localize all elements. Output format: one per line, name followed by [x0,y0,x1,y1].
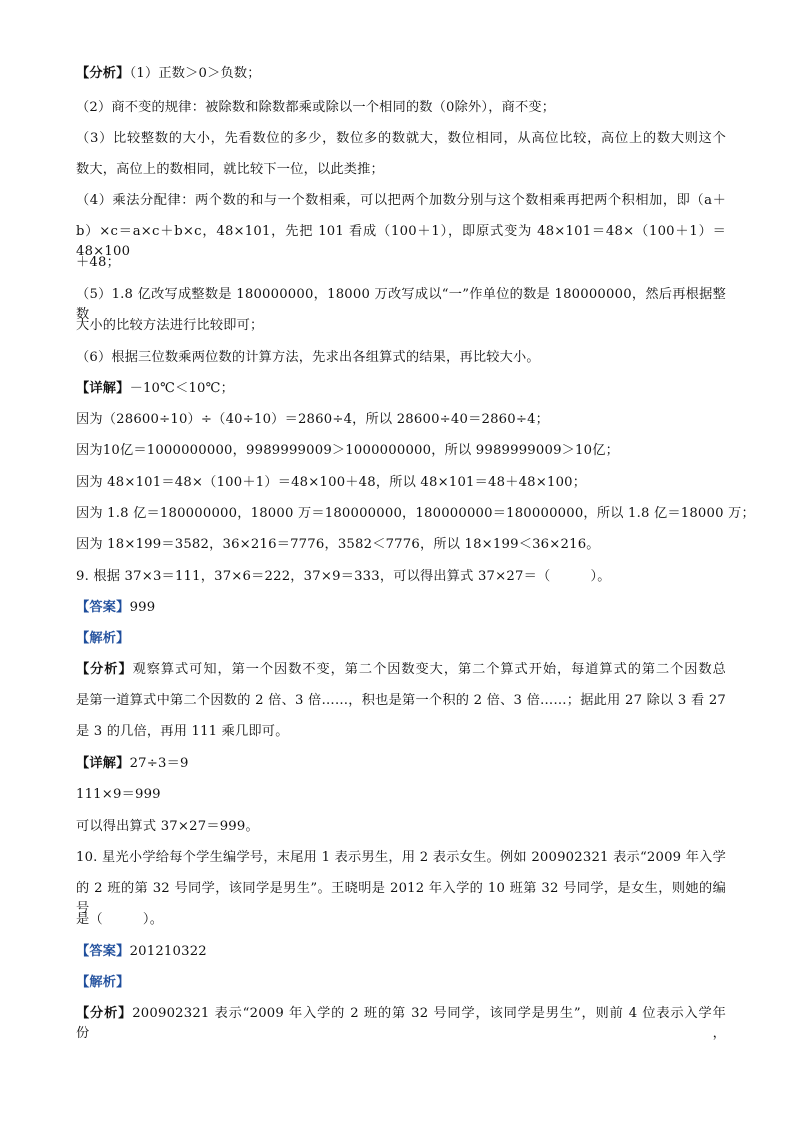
question-9: 9. 根据 37×3＝111，37×6＝222，37×9＝333，可以得出算式 37×27＝（ ）。 [76,569,611,584]
analysis-9c: 是 3 的几倍，再用 111 乘几即可。 [76,724,289,739]
detail-9b: 111×9＝999 [76,787,161,802]
line-analysis-1: 【分析】（1）正数＞0＞负数； [76,66,261,81]
line-detail-4: 因为 48×101＝48×（100＋1）＝48×100＋48，所以 48×101＝48＋48×100； [76,475,587,490]
answer-10: 【答案】201210322 [76,944,207,959]
analysis-9b: 是第一道算式中第二个因数的 2 倍、3 倍……，积也是第一个积的 2 倍、3 倍……；据此用 27 除以 3 看 27 [76,693,726,708]
line-analysis-2: （2）商不变的规律：被除数和除数都乘或除以一个相同的数（0除外），商不变； [76,100,556,115]
line-detail-5: 因为 1.8 亿＝180000000，18000 万＝180000000，180000000＝180000000，所以 1.8 亿＝18000 万； [76,506,755,521]
line-detail-6: 因为 18×199＝3582，36×216＝7776，3582＜7776，所以 18×199＜36×216。 [76,537,600,552]
line-analysis-5b: 大小的比较方法进行比较即可； [76,318,264,333]
analysis-9a: 【分析】观察算式可知，第一个因数不变，第二个因数变大，第二个算式开始，每道算式的第二个因数总 [76,662,726,677]
line-analysis-3a: （3）比较整数的大小，先看数位的多少，数位多的数就大，数位相同，从高位比较，高位上的数大则这个 [76,131,726,146]
question-10b: 的 2 班的第 32 号同学，该同学是男生”。王晓明是 2012 年入学的 10 班第 32 号同学，是女生，则她的编号 [76,881,726,916]
question-10a: 10. 星光小学给每个学生编学号，末尾用 1 表示男生，用 2 表示女生。例如 200902321 表示“2009 年入学 [76,850,726,865]
explanation-heading-9: 【解析】 [76,631,130,646]
line-detail-3: 因为10亿＝1000000000，9989999009＞1000000000，所以 9989999009＞10亿； [76,443,620,458]
answer-9: 【答案】999 [76,600,156,615]
line-analysis-6: （6）根据三位数乘两位数的计算方法，先求出各组算式的结果，再比较大小。 [76,350,540,365]
line-analysis-3b: 数大，高位上的数相同，就比较下一位，以此类推； [76,162,384,177]
line-detail-1: 【详解】－10℃＜10℃； [76,381,234,396]
line-analysis-4c: ＋48； [76,255,120,270]
detail-9c: 可以得出算式 37×27＝999。 [76,819,259,834]
detail-9a: 【详解】27÷3＝9 [76,756,189,771]
line-detail-2: 因为（28600÷10）÷（40÷10）＝2860÷4，所以 28600÷40＝2860÷4； [76,412,550,427]
line-analysis-5a: （5）1.8 亿改写成整数是 180000000，18000 万改写成以“一”作单位的数是 180000000，然后再根据整数 [76,287,726,322]
analysis-10a: 【分析】200902321 表示“2009 年入学的 2 班的第 32 号同学，该同学是男生”，则前 4 位表示入学年份， [76,1006,726,1041]
line-analysis-4a: （4）乘法分配律：两个数的和与一个数相乘，可以把两个加数分别与这个数相乘再把两个积相加，即（a＋ [76,193,726,208]
question-10c: 是（ ）。 [76,912,164,927]
line-analysis-4b: b）×c＝a×c＋b×c，48×101，先把 101 看成（100＋1），即原式变为 48×101＝48×（100＋1）＝48×100 [76,224,726,259]
explanation-heading-10: 【解析】 [76,975,130,990]
